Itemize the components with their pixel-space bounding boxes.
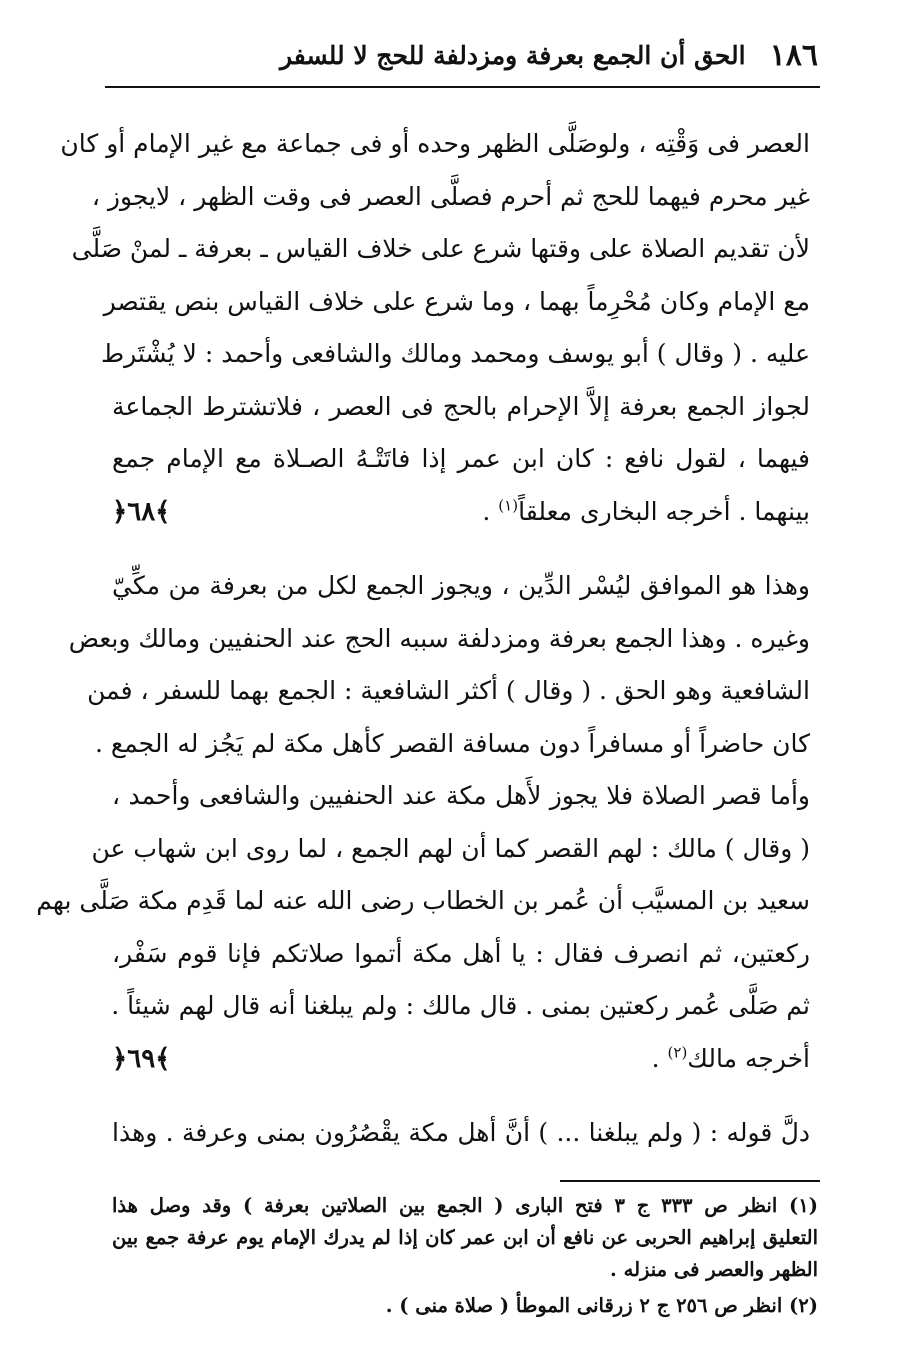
footnote-reference: (٢) <box>667 1043 688 1062</box>
text-line: فيهما ، لقول نافع : كان ابن عمر إذا فاتَتْـهُ الصـلاة مع الإمام جمع <box>112 444 810 473</box>
main-text <box>36 118 810 1160</box>
text-line: وهذا هو الموافق ليُسْر الدِّين ، ويجوز الجمع لكل من بعرفة من مكِّيّ <box>112 571 810 600</box>
footnote-reference: (١) <box>498 496 519 515</box>
text-line: مع الإمام وكان مُحْرِماً بهما ، وما شرع على خلاف القياس بنص يقتصر <box>103 286 810 316</box>
text-line-last <box>112 1033 810 1086</box>
hadith-number: ﴿٦٨﴾ <box>112 496 171 527</box>
line-text-group: أخرجه مالك$^{(٢)}$ . <box>651 1043 810 1073</box>
text-line: دلَّ قوله : ( ولم يبلغنا ... ) أنَّ أهل مكة يقْصُرُون بمنى وعرفة . وهذا <box>112 1118 810 1147</box>
footnote-line: (٢) انظر ص ٢٥٦ ج ٢ زرقانى الموطأ ( صلاة منى ) . <box>385 1294 818 1317</box>
text-line: لأن تقديم الصلاة على وقتها شرع على خلاف القياس ـ بعرفة ـ لمنْ صَلَّى <box>71 234 810 263</box>
text-line: العصر فى وَقْتِه ، ولوصَلَّى الظهر وحده أو فى جماعة مع غير الإمام أو كان <box>60 129 810 158</box>
text-line: ( وقال ) مالك : لهم القصر كما أن لهم الجمع ، لما روى ابن شهاب عن <box>91 833 810 863</box>
text-line: لجواز الجمع بعرفة إلاَّ الإحرام بالحج فى العصر ، فلاتشترط الجماعة <box>112 391 810 421</box>
page-number: ١٨٦ <box>769 37 818 73</box>
running-title: الحق أن الجمع بعرفة ومزدلفة للحج لا للسفر <box>280 40 746 70</box>
text-line: سعيد بن المسيَّب أن عُمر بن الخطاب رضى الله عنه لما قَدِم مكة صَلَّى بهم <box>36 886 810 915</box>
text-line: كان حاضراً أو مسافراً دون مسافة القصر كأهل مكة لم يَجُز له الجمع . <box>95 728 810 758</box>
text-line: الشافعية وهو الحق . ( وقال ) أكثر الشافعية : الجمع بهما للسفر ، فمن <box>87 676 810 705</box>
footnote-divider <box>560 1180 820 1182</box>
text-line: ركعتين، ثم انصرف فقال : يا أهل مكة أتموا صلاتكم فإنا قوم سَفْر، <box>112 938 810 968</box>
paragraph-1 <box>60 118 810 538</box>
paragraph-3 <box>112 1107 810 1160</box>
footnotes <box>112 1190 818 1326</box>
footnote-2 <box>112 1290 818 1322</box>
footnote-line: التعليق إبراهيم الحربى عن نافع أن ابن عمر كان إذا لم يدرك الإمام يوم عرفة جمع بين <box>112 1226 818 1249</box>
text-line: غير محرم فيهما للحج ثم أحرم فصلَّى العصر فى وقت الظهر ، لايجوز ، <box>91 181 810 211</box>
page-header <box>110 30 818 80</box>
header-divider <box>105 86 820 88</box>
footnote-line: الظهر والعصر فى منزله . <box>610 1258 818 1281</box>
footnote-line: (١) انظر ص ٣٣٣ ج ٣ فتح البارى ( الجمع بين الصلاتين بعرفة ) وقد وصل هذا <box>112 1194 818 1217</box>
text-line: وأما قصر الصلاة فلا يجوز لأَهل مكة عند الحنفيين والشافعى وأحمد ، <box>112 781 810 810</box>
line-text-group: بينهما . أخرجه البخارى معلقاً$^{(١)}$ . <box>482 496 810 526</box>
footnote-1 <box>112 1190 818 1286</box>
text-line: وغيره . وهذا الجمع بعرفة ومزدلفة سببه الحج عند الحنفيين ومالك وبعض <box>68 623 810 653</box>
text-line: عليه . ( وقال ) أبو يوسف ومحمد ومالك والشافعى وأحمد : لا يُشْتَرط <box>100 339 810 368</box>
text-segment: أخرجه مالك <box>687 1043 810 1073</box>
text-line: ثم صَلَّى عُمر ركعتين بمنى . قال مالك : ولم يبلغنا أنه قال لهم شيئاً . <box>111 991 810 1020</box>
text-segment: بينهما . أخرجه البخارى معلقاً <box>518 496 810 526</box>
hadith-number: ﴿٦٩﴾ <box>112 1043 171 1074</box>
paragraph-2 <box>36 560 810 1085</box>
text-line-last <box>112 486 810 539</box>
